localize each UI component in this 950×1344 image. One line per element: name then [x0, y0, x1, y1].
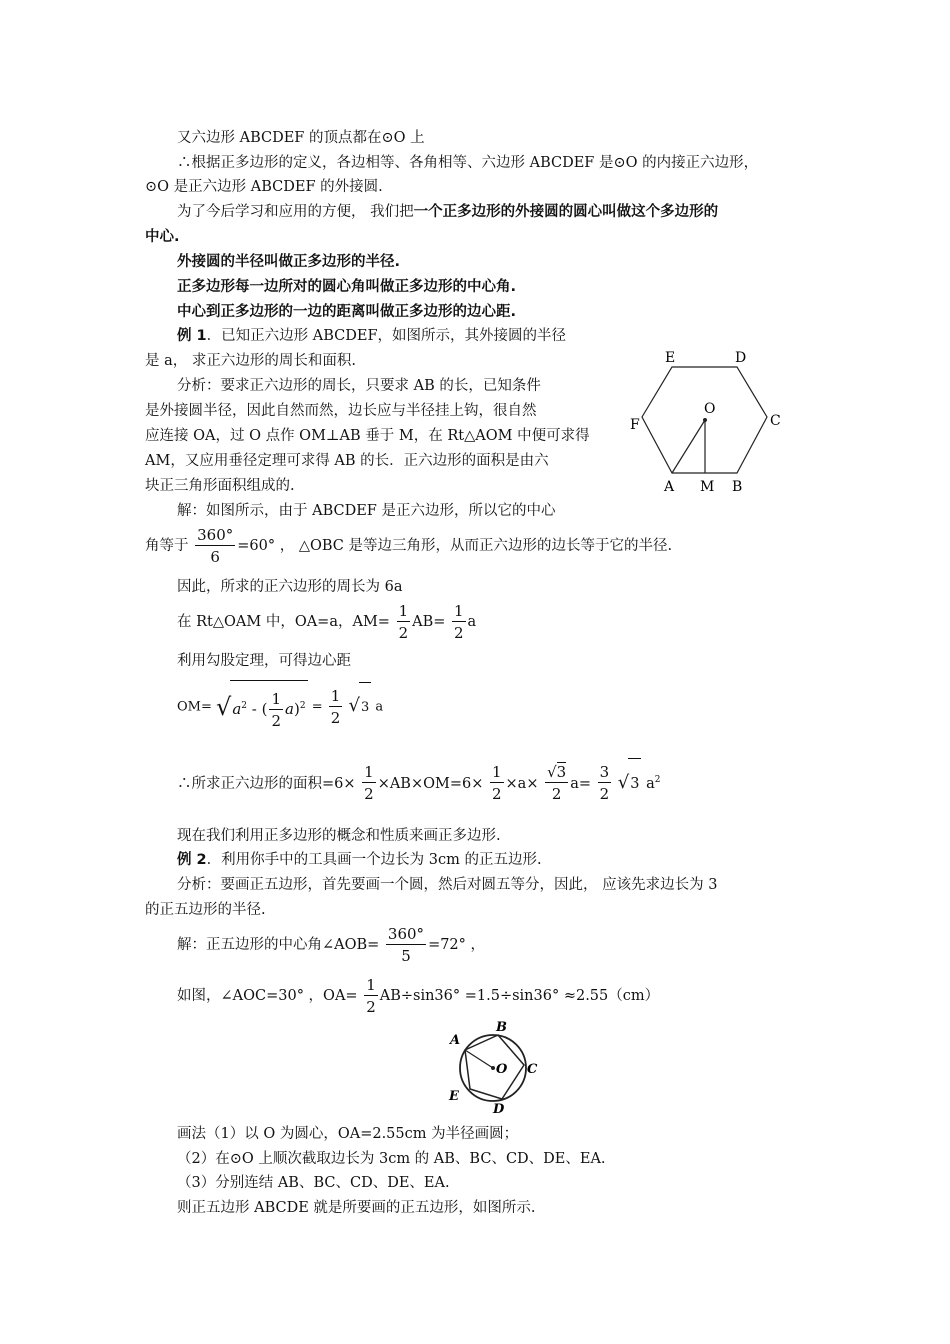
fraction-360-over-5	[386, 924, 426, 967]
text-line	[177, 202, 718, 222]
fraction-one-half	[362, 762, 376, 805]
example-text: ．利用你手中的工具画一个边长为 3cm 的正五边形.	[206, 852, 542, 868]
text-line: 解：如图所示，由于 ABCDEF 是正六边形，所以它的中心	[177, 503, 556, 519]
text-plain: AB=	[412, 614, 446, 630]
label-A: A	[664, 479, 675, 495]
denominator: 2	[366, 997, 376, 1016]
radicand: 3	[628, 758, 641, 809]
fraction-one-half	[452, 601, 466, 644]
om-formula	[177, 680, 383, 734]
label-D: D	[735, 350, 747, 366]
text-line: 利用勾股定理，可得边心距	[177, 653, 351, 669]
fraction-one-half	[329, 686, 343, 729]
numerator: 1	[330, 686, 341, 705]
center-point	[491, 1066, 495, 1070]
label-B: B	[496, 1020, 507, 1035]
text-line: ∴根据正多边形的定义，各边相等、各角相等、六边形 ABCDEF 是⊙O 的内接正六边形，	[177, 155, 759, 171]
text-plain: a	[467, 614, 477, 630]
denominator: 2	[364, 785, 374, 804]
text-line: （2）在⊙O 上顺次截取边长为 3cm 的 AB、BC、CD、DE、EA.	[177, 1151, 606, 1167]
label-B: B	[732, 479, 743, 495]
denominator: 6	[210, 547, 220, 566]
center-point	[703, 418, 707, 422]
definition-radius: 外接圆的半径叫做正多边形的半径.	[177, 254, 401, 270]
denominator: 2	[491, 785, 502, 804]
var-a: a	[232, 700, 242, 718]
definition-central-angle: 正多边形每一边所对的圆心角叫做正多边形的中心角.	[177, 279, 517, 295]
text-line: 是外接圆半径，因此自然而然，边长应与半径挂上钩，很自然	[145, 403, 537, 419]
central-angle-line	[145, 523, 672, 569]
text-line: 分析：要求正六边形的周长，只要求 AB 的长，已知条件	[177, 378, 541, 394]
exponent: 2	[654, 775, 661, 785]
text-plain: =	[311, 699, 323, 715]
text-plain: 为了今后学习和应用的方便， 我们把	[177, 204, 414, 220]
text-line: （3）分别连结 AB、BC、CD、DE、EA.	[177, 1175, 450, 1191]
segment-OA	[672, 420, 705, 473]
radicand: $a^2$ - ( $\frac{1}{2}$ a)$^2$	[230, 680, 307, 734]
text-plain: 如图，∠AOC=30° ，OA=	[177, 988, 358, 1004]
area-formula	[177, 755, 660, 809]
var-a: a	[285, 700, 294, 718]
pentagon-angle-line	[177, 922, 485, 968]
definition-apothem: 中心到正多边形的一边的距离叫做正多边形的边心距.	[177, 304, 517, 320]
text-line: 应连接 OA，过 O 点作 OM⊥AB 垂于 M，在 Rt△AOM 中便可求得	[145, 428, 590, 444]
example-text: ．已知正六边形 ABCDEF，如图所示，其外接圆的半径	[206, 328, 567, 344]
label-D: D	[493, 1102, 505, 1115]
text-line: 现在我们利用正多边形的概念和性质来画正多边形.	[177, 828, 501, 844]
text-plain: AB÷sin36° =1.5÷sin36° ≈2.55（cm）	[379, 988, 660, 1004]
label-O: O	[496, 1062, 508, 1077]
text-plain: =72° ，	[428, 937, 486, 953]
text-plain: 角等于	[145, 538, 189, 554]
radical-sign: √	[216, 693, 232, 721]
sqrt-3: √3	[348, 681, 371, 733]
denominator: 2	[551, 785, 562, 804]
fraction-one-half	[364, 975, 378, 1018]
numerator: √3	[547, 763, 567, 782]
fraction-three-halves	[598, 762, 612, 805]
numerator: 1	[491, 763, 502, 782]
text-plain: a	[646, 775, 655, 792]
minus-sign: -	[251, 700, 257, 718]
oa-line	[177, 973, 659, 1019]
text-line: 画法（1）以 O 为圆心，OA=2.55cm 为半径画圆；	[177, 1126, 519, 1142]
hexagon-figure	[620, 345, 790, 495]
text-plain: ×a×	[505, 775, 539, 792]
fraction-sqrt3-over-2	[545, 762, 568, 805]
text-plain: 解：正五边形的中心角∠AOB=	[177, 937, 380, 953]
numerator: 1	[364, 763, 374, 782]
text-plain: ×AB×OM=6×	[377, 775, 484, 792]
numerator: 360°	[197, 525, 234, 544]
definition-center-end: 中心.	[145, 229, 180, 245]
label-F: F	[630, 417, 640, 433]
definition-center: 一个正多边形的外接圆的圆心叫做这个多边形的	[413, 204, 719, 220]
text-plain: ∴所求正六边形的面积=6×	[177, 775, 356, 792]
text-line: 块正三角形面积组成的.	[145, 478, 295, 494]
sqrt-expression	[216, 680, 308, 734]
sqrt-3: √3	[618, 758, 642, 809]
text-line: ⊙O 是正六边形 ABCDEF 的外接圆.	[145, 179, 383, 195]
am-line	[177, 599, 476, 645]
text-line: 的正五边形的半径.	[145, 902, 266, 918]
text-line: 则正五边形 ABCDE 就是所要画的正五边形，如图所示.	[177, 1200, 536, 1216]
text-plain: a	[375, 699, 384, 715]
fraction-one-half	[269, 689, 283, 732]
denominator: 2	[398, 623, 409, 642]
numerator: 1	[454, 601, 464, 620]
text-plain: a=	[570, 775, 591, 792]
exponent: 2	[299, 701, 306, 711]
example-label: 例 1	[177, 328, 207, 344]
denominator: 2	[271, 711, 282, 730]
pentagon-figure	[440, 1020, 545, 1115]
numerator: 3	[599, 763, 610, 782]
denominator: 2	[599, 785, 610, 804]
example-label: 例 2	[177, 852, 207, 868]
fraction-one-half	[397, 601, 411, 644]
fraction-360-over-6	[195, 525, 235, 568]
numerator: 1	[271, 689, 282, 708]
text-line: 分析：要画正五边形，首先要画一个圆，然后对圆五等分，因此， 应该先求边长为 3	[177, 877, 718, 893]
text-line: 又六边形 ABCDEF 的顶点都在⊙O 上	[177, 130, 425, 146]
denominator: 2	[330, 708, 341, 727]
label-E: E	[449, 1089, 459, 1104]
text-line: 因此，所求的正六边形的周长为 6a	[177, 579, 403, 595]
text-plain: =60° ， △OBC 是等边三角形，从而正六边形的边长等于它的半径.	[237, 538, 673, 554]
example-1-heading	[177, 326, 566, 346]
label-C: C	[770, 413, 781, 429]
label-M: M	[700, 479, 715, 495]
denominator: 5	[401, 946, 411, 965]
radicand: 3	[556, 763, 567, 782]
example-2-heading	[177, 850, 542, 870]
denominator: 2	[454, 623, 464, 642]
radicand: 3	[359, 682, 371, 733]
text-line: AM，又应用垂径定理可求得 AB 的长．正六边形的面积是由六	[145, 453, 549, 469]
fraction-one-half	[490, 762, 504, 805]
text-plain: OM=	[177, 699, 212, 715]
label-O: O	[704, 401, 716, 417]
numerator: 1	[366, 975, 376, 994]
text-line: 是 a， 求正六边形的周长和面积.	[145, 353, 356, 369]
segment-OA	[465, 1050, 493, 1068]
label-C: C	[527, 1062, 538, 1077]
text-plain: 在 Rt△OAM 中，OA=a，AM=	[177, 614, 390, 630]
label-A: A	[450, 1033, 461, 1048]
numerator: 360°	[387, 924, 425, 943]
label-E: E	[665, 350, 676, 366]
numerator: 1	[398, 601, 409, 620]
exponent: 2	[241, 701, 247, 711]
